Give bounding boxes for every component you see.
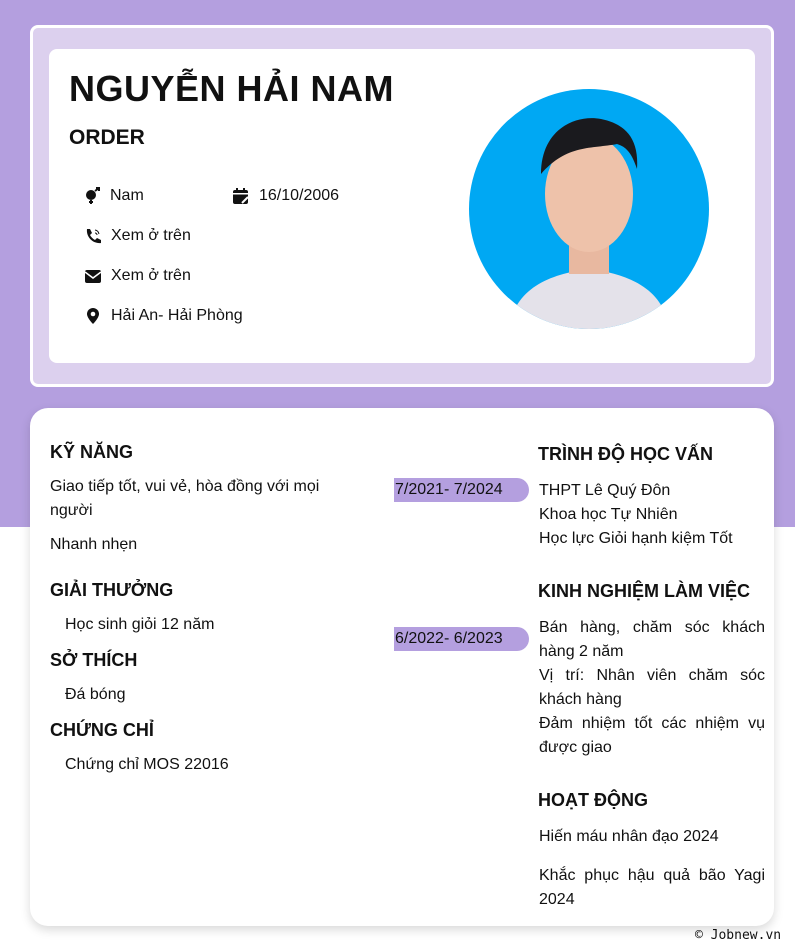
hobbies-title: SỞ THÍCH — [50, 650, 138, 670]
candidate-name: NGUYỄN HẢI NAM — [69, 68, 395, 109]
activities-title: HOẠT ĐỘNG — [538, 790, 648, 810]
location-pin-icon — [84, 307, 102, 325]
address-value: Hải An- Hải Phòng — [111, 307, 243, 324]
award-item: Học sinh giỏi 12 năm — [65, 616, 215, 633]
phone-info — [84, 227, 191, 245]
gender-info — [83, 187, 144, 205]
skills-title: KỸ NĂNG — [50, 442, 134, 462]
birthday-info — [232, 187, 339, 205]
address-info — [84, 307, 243, 325]
experience-line: Bán hàng, chăm sóc khách hàng 2 năm — [539, 619, 765, 660]
phone-value: Xem ở trên — [111, 227, 191, 244]
experience-line: Đảm nhiệm tốt các nhiệm vụ được giao — [539, 715, 765, 756]
profile-photo — [469, 89, 709, 329]
education-period: 7/2021- 7/2024 — [394, 478, 529, 502]
skill-item: Nhanh nhẹn — [50, 536, 138, 553]
experience-title: KINH NGHIỆM LÀM VIỆC — [538, 581, 751, 601]
candidate-role: ORDER — [69, 126, 145, 149]
education-line: Khoa học Tự Nhiên — [539, 506, 678, 523]
certs-title: CHỨNG CHỈ — [50, 720, 154, 740]
experience-period: 6/2022- 6/2023 — [394, 627, 529, 651]
cert-item: Chứng chỉ MOS 22016 — [65, 756, 229, 773]
awards-title: GIẢI THƯỞNG — [50, 580, 174, 600]
gender-value: Nam — [110, 187, 144, 204]
phone-icon — [84, 227, 102, 245]
gender-icon — [83, 187, 101, 205]
activity-item: Khắc phục hậu quả bão Yagi 2024 — [539, 867, 765, 908]
envelope-icon — [84, 267, 102, 285]
skill-item: Giao tiếp tốt, vui vẻ, hòa đồng với mọi người — [50, 478, 320, 519]
copyright: © Jobnew.vn — [695, 928, 782, 943]
activity-item: Hiến máu nhân đạo 2024 — [539, 828, 719, 845]
education-line: THPT Lê Quý Đôn — [539, 482, 671, 499]
education-title: TRÌNH ĐỘ HỌC VẤN — [538, 444, 713, 464]
hobby-item: Đá bóng — [65, 686, 126, 703]
birthday-value: 16/10/2006 — [259, 187, 340, 204]
education-line: Học lực Giỏi hạnh kiệm Tốt — [539, 530, 733, 547]
email-info — [84, 267, 191, 285]
email-value: Xem ở trên — [111, 267, 191, 284]
experience-line: Vị trí: Nhân viên chăm sóc khách hàng — [539, 667, 765, 708]
calendar-icon — [232, 187, 250, 205]
